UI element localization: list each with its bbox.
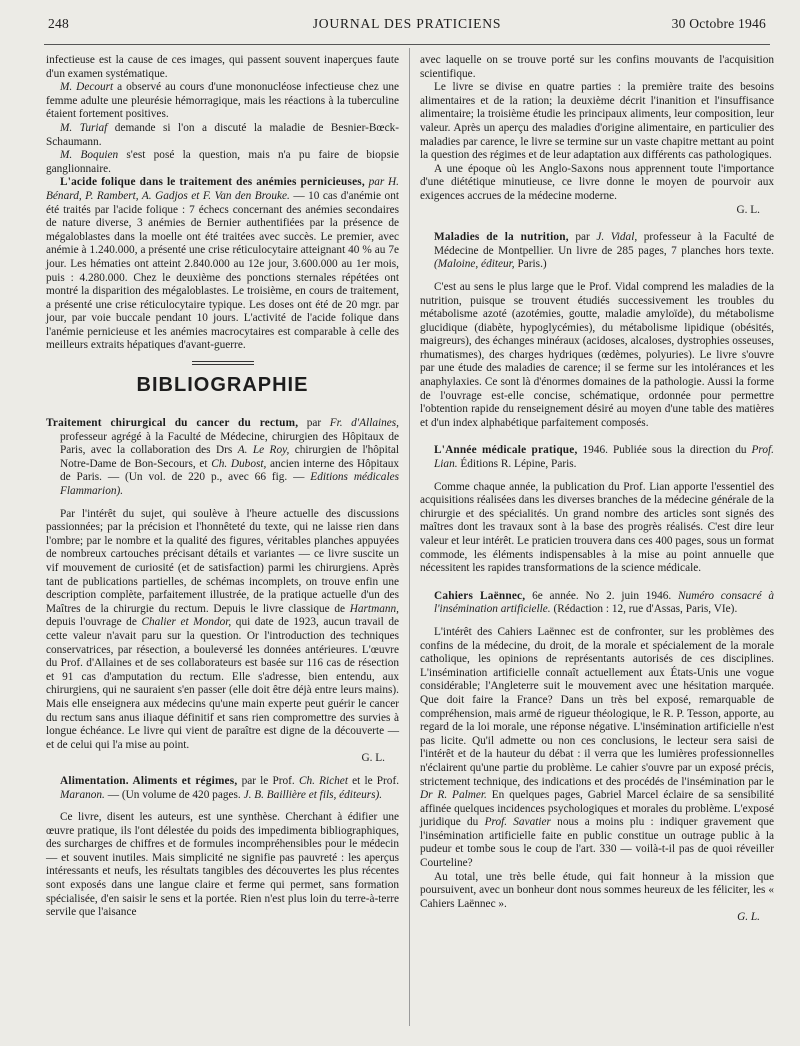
separator-line xyxy=(192,361,254,362)
section-title: BIBLIOGRAPHIE xyxy=(136,374,309,397)
review-text: Au total, une très belle étude, qui fait honneur à la mission que poursuivent, avec un bonheur dont nous sommes heureux de les féliciter, les « Cahiers Laënnec ». xyxy=(420,870,774,910)
bib-entry-cahiers-laennec xyxy=(420,590,774,617)
book-title: Traitement chirurgical du cancer du rectum, xyxy=(46,417,299,430)
book-coauthor: Ch. Dubost, xyxy=(211,457,267,470)
separator-line xyxy=(192,364,254,365)
book-title: Alimentation. Aliments et régimes, xyxy=(60,774,238,787)
person-name: Prof. Savatier xyxy=(484,816,551,829)
bib-entry-annee-medicale xyxy=(420,444,774,471)
review-text xyxy=(420,626,774,871)
entry-text: (Rédaction : 12, rue d'Assas, Paris, VIe). xyxy=(553,603,738,616)
book-coauthor: A. Le Roy, xyxy=(237,444,290,457)
bib-entry-rectum xyxy=(46,417,399,499)
review-text-part: nous a moins plu : indiquer gravement que l'insémination artificielle faite en public constitue un outrage public à la pudeur et tombe sous le coup de l'art. 330 — voilà-t-il pas de quoi réveiller Courteline? xyxy=(420,816,774,870)
person-name: Hartmann, xyxy=(349,602,400,615)
review-text: Ce livre, disent les auteurs, est une synthèse. Cherchant à édifier une œuvre pratique, ils l'ont délestée du poids des impedimenta bibliographiques, des surcharges de chiffres et de formules incompréhensibles pour le médecin — et souvent inutiles. Mais simplicité ne signifie pas pauvreté : les aperçus intéressants et neufs, les résultats tangibles des découvertes les plus récentes sont exposés dans une langue claire et ferme qui permet, sans formation spécialisée, d'en saisir le sens et la portée. Rien n'est plus loin du terre-à-terre servile que l'aisance xyxy=(46,811,399,919)
person-name: M. Turiaf xyxy=(60,121,108,134)
issue-date: 30 Octobre 1946 xyxy=(671,16,766,31)
entry-text: chirurgien de l'hôpital Notre-Dame de Bon-Secours, et xyxy=(60,444,400,470)
signature: G. L. xyxy=(361,752,385,765)
bib-entry-alimentation xyxy=(46,775,399,802)
page-number: 248 xyxy=(48,16,69,31)
book-publisher: (Maloine, éditeur, xyxy=(434,258,515,271)
person-name: Chalier et Mondor, xyxy=(141,616,232,629)
entry-text: par xyxy=(306,417,322,430)
page-header xyxy=(48,16,766,38)
paragraph-text: demande si l'on a discuté la maladie de Besnier-Bœck-Schaumann. xyxy=(46,121,399,148)
column-divider xyxy=(409,48,410,1026)
entry-text: Paris.) xyxy=(517,258,547,271)
paragraph-text: s'est posé la question, mais n'a pu faire de biopsie ganglionnaire. xyxy=(46,149,399,175)
bib-entry-nutrition xyxy=(420,231,774,272)
entry-text: professeur agrégé à la Faculté de Médecine, chirurgien des Hôpitaux de Paris, avec la collaboration des Drs xyxy=(60,430,399,457)
review-text: Le livre se divise en quatre parties : la première traite des besoins alimentaires et de la ration; la deuxième décrit l'inanition et l'insuffisance alimentaire; la troisième étudie les principaux aliments, leur composition, leur valeur. Après un aperçu des maladies d'origine alimentaire, en particulier des maladies par carence, le livre se termine sur un vaste chapitre mettant au point la question des régimes et de leur adaptation aux différents cas pathologiques. xyxy=(420,81,774,162)
article-authors: par H. Bénard, P. Rambert, A. Gadjos et F. Van den Brouke. xyxy=(46,176,399,202)
paragraph xyxy=(46,122,399,149)
book-author: Prof. Lian. xyxy=(434,444,774,471)
book-title: Maladies de la nutrition, xyxy=(434,231,569,244)
paragraph xyxy=(46,149,399,176)
review-text: A une époque où les Anglo-Saxons nous apprennent toute l'importance d'une diététique minutieuse, ce livre donne le moyen de pourvoir aux exigences accrues de la médecine moderne. xyxy=(420,162,774,202)
person-name: M. Decourt xyxy=(60,81,114,94)
review-text-part: qui date de 1923, aucun travail de cette valeur n'avait paru sur la question. Or l'introduction des techniques conservatrices, par résection, a bouleversé les données antérieures. L'œuvre du Prof. d'Allaines et de ses collaborateurs est basée sur 116 cas de résection et 91 cas d'amputation du rectum. Elle s'adresse, bien entendu, aux chirurgiens, qui ne sauraient s'en passer (elle doit être déjà entre leurs mains). Mais elle enseignera aux médecins qu'une main experte peut guérir le cancer du rectum sans anus iliaque définitif et sans rien compromettre des survies à longue échéance. Le livre qui vient de paraître est digne de la découverte — et de celui qui l'a mise au point. xyxy=(46,616,400,751)
article-acide-folique xyxy=(46,176,399,353)
review-text: C'est au sens le plus large que le Prof. Vidal comprend les maladies de la nutrition, puisque se trouvent étudiés successivement les troubles du métabolisme azoté (azotémies, goutte, maladie amyloïde), du métabolisme glucidique (diabète, hypoglycémies), du métabolisme lipidique (obésités, maigreurs), des échanges minéraux (acidoses, alcaloses, dystrophies osseuses, rhumatismes), des charges hydriques (œdèmes, polyuries). Le livre s'ouvre par une étude des maladies de carence; il se ferme sur les intolérances et les anaphylaxies. Ce sont là d'énormes domaines de la pathologie. Aussi la forme de l'ouvrage est-elle concise, schématique, ordonnée pour permettre l'obtention rapide du renseignement désiré au moyen d'une table des matières et d'un index alphabétique parfaitement composés. xyxy=(420,280,774,429)
right-column xyxy=(420,54,774,925)
left-column xyxy=(46,54,399,920)
person-name: Dr R. Palmer. xyxy=(420,789,487,802)
entry-text: professeur à la Faculté de Médecine de Montpellier. Un livre de 285 pages, 7 planches hors texte. xyxy=(434,231,775,257)
article-title: L'acide folique dans le traitement des anémies pernicieuses, xyxy=(60,176,365,189)
entry-text: et le Prof. xyxy=(352,774,400,787)
signature: G. L. xyxy=(737,911,760,924)
review-text-part: L'intérêt des Cahiers Laënnec est de confronter, sur les problèmes des confins de la médecine, du droit, de la morale et spécialement de la morale catholique, les opinions de représentants autorisés de ces disciplines. L'insémination artificielle connaît actuellement aux États-Unis une vogue considérable; l'Angleterre suit le mouvement avec une hésitation marquée. Que doit faire la France? Dans un très bel exposé, remarquable de compréhension, mais armé de rigueur théologique, le R. P. Tesson, apporte, au regard de la loi morale, une réponse négative. L'insémination artificielle n'est pas licite. Qu'il admette ou non ces conclusions, le lecteur sera saisi de l'intérêt et de la hauteur du débat : il verra que les lumières professionnelles n'éclairent qu'une partie du problème. Le cahier s'ouvre par un exposé précis, strictement technique, des indications et des procédés de l'insémination par le xyxy=(420,625,774,788)
book-title: Cahiers Laënnec, xyxy=(434,589,526,602)
entry-text: par le Prof. xyxy=(241,774,295,787)
book-author: J. Vidal, xyxy=(596,231,638,244)
journal-title: JOURNAL DES PRATICIENS xyxy=(312,16,502,31)
entry-text: Éditions R. Lépine, Paris. xyxy=(460,458,577,471)
entry-text: 1946. Publiée sous la direction du xyxy=(582,444,747,457)
book-publisher: J. B. Baillière et fils, éditeurs). xyxy=(243,788,383,801)
entry-text: — (Un volume de 420 pages. xyxy=(107,788,241,801)
entry-text: par xyxy=(575,231,590,244)
review-text-part: En quelques pages, Gabriel Marcel éclaire de sa sensibilité affinée quelques incidences psychologiques et morales du problème. L'exposé juridique du xyxy=(420,789,774,829)
entry-text: 6e année. No 2. juin 1946. xyxy=(532,589,672,602)
person-name: M. Boquien xyxy=(60,149,119,162)
entry-text: ancien interne des Hôpitaux de Paris. — (Un vol. de 220 p., avec 66 fig. — xyxy=(60,457,400,484)
signature: G. L. xyxy=(736,203,760,216)
paragraph-text: a observé au cours d'une mononucléose infectieuse chez une femme adulte une pleurésie hémorragique, mais les réactions à la tuberculine étaient fortement positives. xyxy=(46,81,400,121)
paragraph xyxy=(46,81,399,122)
book-publisher: Editions médicales Flammarion). xyxy=(60,471,400,498)
header-rule xyxy=(44,44,770,45)
book-author: Fr. d'Allaines, xyxy=(329,417,400,430)
book-author: Maranon. xyxy=(60,788,105,801)
article-text: — 10 cas d'anémie ont été traités par l'acide folique : 7 échecs concernant des anémies secondaires de nature diverse, 3 anémies de Bernier authentifiées par la présence de mégaloblastes dans la moelle ont été traitées avec succès. Le premier, avec anémie à 1.240.000, a présenté une crise réticulocytaire atteignant 40 % au 7e jour. Les hématies ont atteint 2.840.000 au 12e jour, 3.600.000 au 1er mois, puis : 4.280.000. Chez le deuxième des ponctions sternales répétées ont montré la disparition des mégaloblastes. Le troisième, en cours de traitement, a présenté une crise réticulocytaire typique. Les doses ont été de 20 mgr. par jour, par voie buccale pendant 10 jours. L'activité de l'acide folique dans l'anémie pernicieuse et les anémies macrocytaires est comparable à celle des meilleurs extraits hépatiques d'avant-guerre. xyxy=(46,189,399,352)
review-text xyxy=(46,508,399,753)
review-text: avec laquelle on se trouve porté sur les confins mouvants de l'acquisition scientifique. xyxy=(420,54,774,80)
review-text-part: Par l'intérêt du sujet, qui soulève à l'heure actuelle des discussions passionnées; par la précision et l'honnêteté du texte, qui ne laisse rien dans l'ombre; par le nombre et la qualité des figures, véritables planches appuyées de nombreux cartouches précisant détails et variantes — ce livre suscite un vif mouvement de curiosité (et de satisfaction) parmi les chirurgiens. Après tant de publications partielles, de schémas incomplets, on trouve enfin une description complète, parfaitement illustrée, de la pratique actuelle d'un des Maîtres de la chirurgie du rectum. Depuis le livre classique de xyxy=(46,507,399,615)
book-author: Ch. Richet xyxy=(298,774,348,787)
book-title: L'Année médicale pratique, xyxy=(434,444,578,457)
review-text-part: depuis l'ouvrage de xyxy=(46,616,137,629)
book-theme: Numéro consacré à l'insémination artificielle. xyxy=(434,589,775,616)
review-text: Comme chaque année, la publication du Prof. Lian apporte l'essentiel des acquisitions réalisées dans les diverses branches de la médecine générale de la chirurgie et des spécialités. Un grand nombre des articles sont signés des maîtres dont les travaux sont à la base des progrès réalisés. C'est dire leur valeur et leur intérêt. Le praticien trouvera dans ces 400 pages, sous un format commode, les éléments indispensables à la mise au point annuelle que nécessitent les rapides transformations de la science médicale. xyxy=(420,480,774,575)
paragraph: infectieuse est la cause de ces images, qui passent souvent inaperçues faute d'un examen systématique. xyxy=(46,54,399,80)
